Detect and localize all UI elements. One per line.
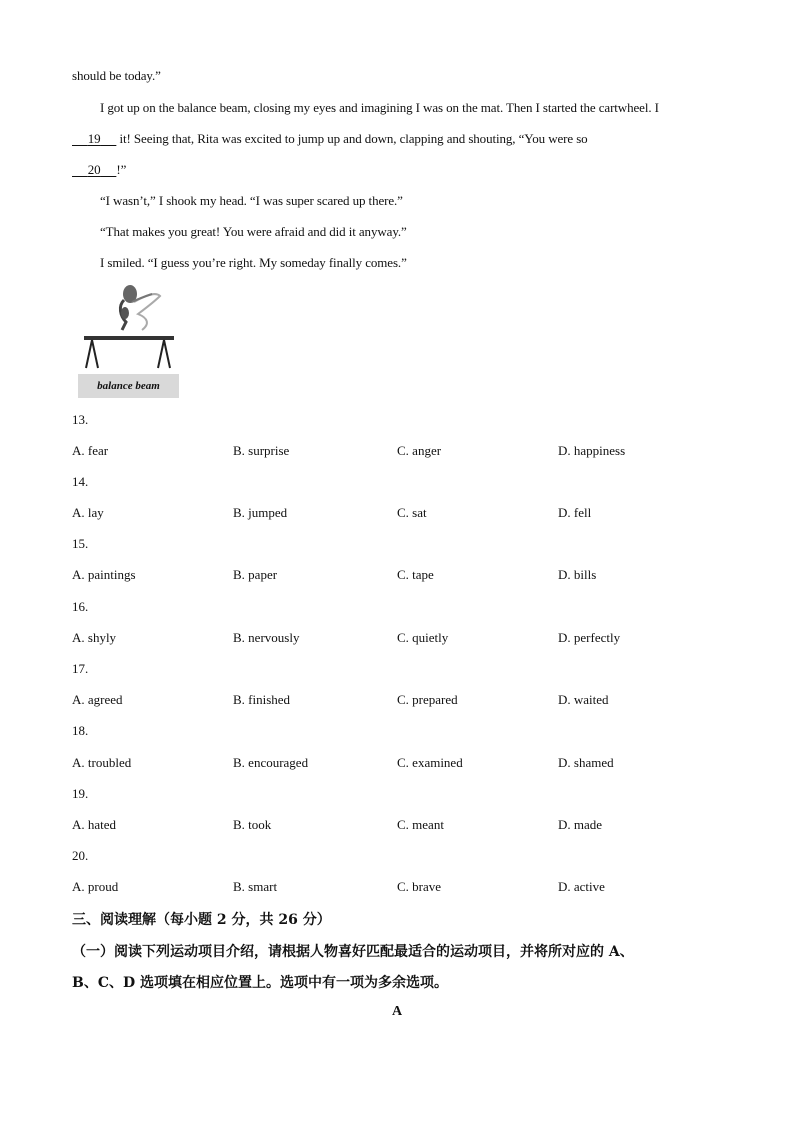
question-number-13: 13. — [72, 412, 89, 427]
options-row-18 — [72, 755, 752, 773]
option-b: B. smart — [233, 879, 278, 894]
option-a: A. proud — [72, 879, 119, 894]
options-row-14 — [72, 505, 752, 523]
option-c: C. meant — [397, 817, 444, 832]
option-b: B. nervously — [233, 630, 300, 645]
options-row-20 — [72, 879, 752, 897]
section-title: 三、阅读理解（每小题 2 分，共 26 分） — [72, 912, 331, 928]
passage-line-1: should be today.” — [72, 68, 161, 83]
question-number-15: 15. — [72, 536, 89, 551]
options-row-13 — [72, 443, 752, 461]
options-row-16 — [72, 630, 752, 648]
option-d: D. made — [558, 817, 603, 832]
option-b: B. encouraged — [233, 755, 309, 770]
question-number-19: 19. — [72, 786, 89, 801]
option-b: B. finished — [233, 692, 291, 707]
blank-20: 20 — [87, 162, 101, 177]
option-b: B. paper — [233, 567, 278, 582]
passage-line-3: 19 it! Seeing that, Rita was excited to jump up and down, clapping and shouting, “You were so — [72, 131, 588, 147]
option-d: D. waited — [558, 692, 609, 707]
option-b: B. surprise — [233, 443, 290, 458]
gymnast-illustration — [78, 280, 179, 374]
passage-line-2: I got up on the balance beam, closing my eyes and imagining I was on the mat. Then I started the cartwheel. I — [100, 100, 659, 115]
option-d: D. bills — [558, 567, 597, 582]
option-a: A. troubled — [72, 755, 132, 770]
option-c: C. anger — [397, 443, 442, 458]
question-number-14: 14. — [72, 474, 89, 489]
options-row-15 — [72, 567, 752, 585]
blank-19: 19 — [87, 131, 101, 146]
option-d: D. perfectly — [558, 630, 621, 645]
option-a: A. lay — [72, 505, 104, 520]
part-heading: A — [391, 1004, 403, 1019]
option-c: C. examined — [397, 755, 463, 770]
figure-caption: balance beam — [78, 374, 179, 398]
option-d: D. happiness — [558, 443, 626, 458]
option-a: A. paintings — [72, 567, 136, 582]
option-a: A. fear — [72, 443, 109, 458]
option-b: B. took — [233, 817, 272, 832]
question-number-20: 20. — [72, 848, 89, 863]
option-a: A. agreed — [72, 692, 123, 707]
section-instruction-line-1: （一）阅读下列运动项目介绍，请根据人物喜好匹配最适合的运动项目，并将所对应的 A、 — [72, 944, 634, 960]
passage-line-4: 20 !” — [72, 162, 126, 178]
option-c: C. prepared — [397, 692, 458, 707]
option-c: C. tape — [397, 567, 434, 582]
option-d: D. active — [558, 879, 605, 894]
question-number-17: 17. — [72, 661, 89, 676]
section-instruction-line-2: B、C、D 选项填在相应位置上。选项中有一项为多余选项。 — [72, 975, 448, 991]
option-c: C. quietly — [397, 630, 449, 645]
option-d: D. shamed — [558, 755, 614, 770]
option-a: A. hated — [72, 817, 117, 832]
option-c: C. brave — [397, 879, 442, 894]
option-d: D. fell — [558, 505, 592, 520]
question-number-18: 18. — [72, 723, 89, 738]
passage-line-6: “That makes you great! You were afraid and did it anyway.” — [100, 224, 407, 239]
passage-line-5: “I wasn’t,” I shook my head. “I was super scared up there.” — [100, 193, 403, 208]
option-a: A. shyly — [72, 630, 117, 645]
options-row-17 — [72, 692, 752, 710]
balance-beam-figure — [78, 280, 179, 398]
question-number-16: 16. — [72, 599, 89, 614]
option-b: B. jumped — [233, 505, 288, 520]
option-c: C. sat — [397, 505, 427, 520]
options-row-19 — [72, 817, 752, 835]
passage-line-7: I smiled. “I guess you’re right. My someday finally comes.” — [100, 255, 407, 270]
